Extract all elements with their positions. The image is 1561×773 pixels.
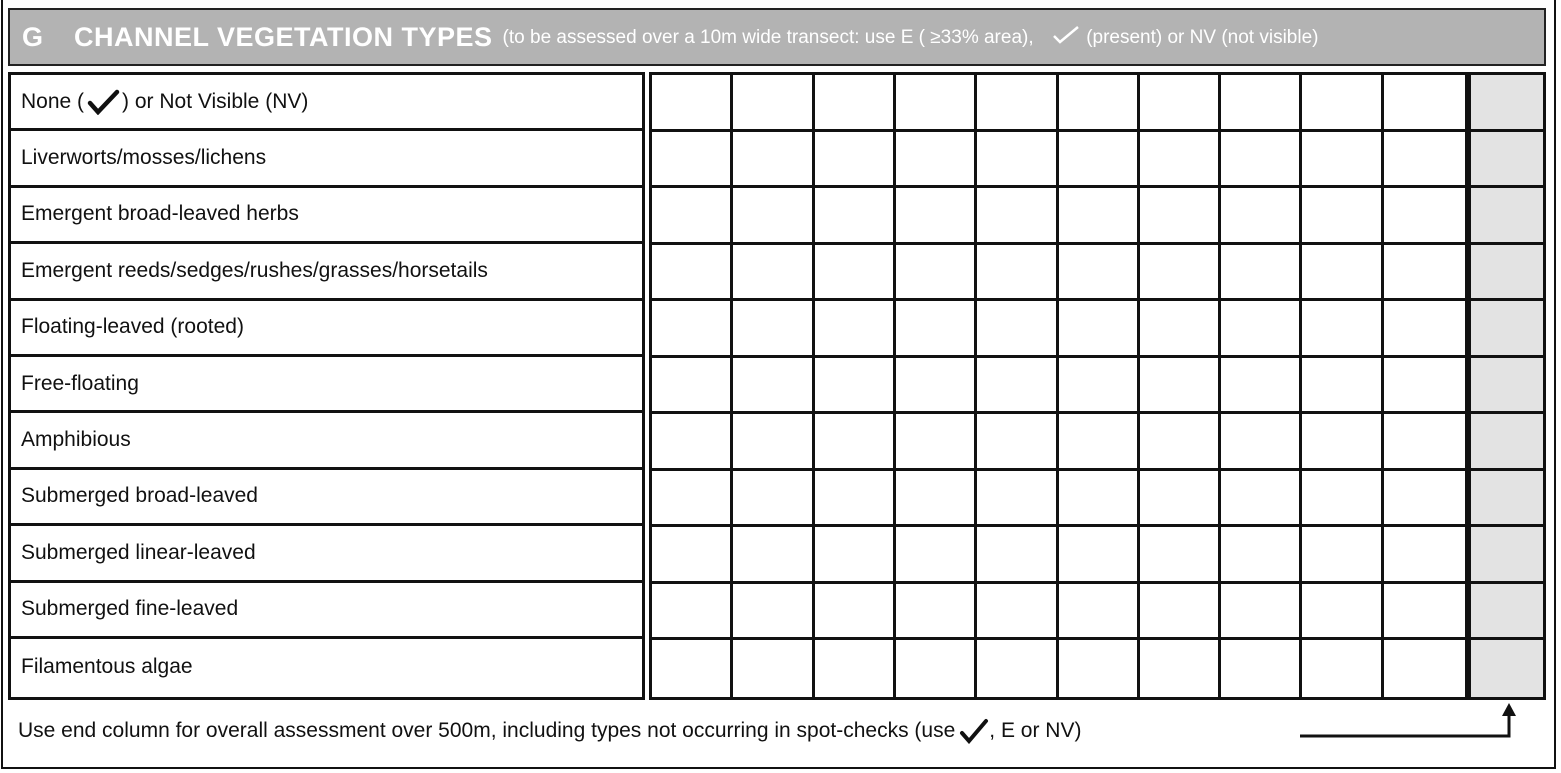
spot-check-cell[interactable] [1140, 188, 1221, 245]
spot-check-cell[interactable] [1059, 245, 1140, 302]
spot-check-cell[interactable] [1384, 527, 1465, 584]
spot-check-cell[interactable] [815, 527, 896, 584]
spot-check-cell[interactable] [815, 245, 896, 302]
spot-check-cell[interactable] [1059, 132, 1140, 189]
spot-check-cell[interactable] [652, 75, 733, 132]
spot-check-cell[interactable] [1384, 358, 1465, 415]
vegetation-type-row [11, 244, 642, 300]
spot-check-cell[interactable] [733, 245, 814, 302]
spot-check-cell[interactable] [896, 640, 977, 697]
spot-check-cell[interactable] [1221, 414, 1302, 471]
vegetation-type-row [11, 357, 642, 413]
spot-check-cell[interactable] [1302, 75, 1383, 132]
subtitle-pre: (to be assessed over a 10m wide transect: use E ( ≥33% area), [502, 27, 1034, 48]
spot-check-cell[interactable] [1140, 245, 1221, 302]
vegetation-type-label: Submerged fine-leaved [21, 597, 239, 621]
spot-check-cell[interactable] [1302, 358, 1383, 415]
spot-check-cell[interactable] [733, 301, 814, 358]
spot-check-cell[interactable] [896, 188, 977, 245]
vegetation-type-label: Floating-leaved (rooted) [21, 315, 244, 339]
section-letter: G [22, 21, 44, 52]
spot-check-cell[interactable] [1059, 527, 1140, 584]
spot-check-cell[interactable] [1302, 584, 1383, 641]
section-header [8, 8, 1546, 66]
subtitle-post: (present) or NV (not visible) [1086, 27, 1319, 48]
spot-check-cell[interactable] [1384, 188, 1465, 245]
spot-check-cell[interactable] [815, 471, 896, 528]
spot-check-cell[interactable] [896, 414, 977, 471]
vegetation-type-label: Emergent broad-leaved herbs [21, 202, 299, 226]
overall-assessment-cell[interactable] [1465, 584, 1543, 641]
spot-check-cell[interactable] [1384, 245, 1465, 302]
spot-check-cell[interactable] [1059, 584, 1140, 641]
spot-check-cell[interactable] [896, 75, 977, 132]
overall-assessment-cell[interactable] [1465, 471, 1543, 528]
spot-check-cell[interactable] [1140, 414, 1221, 471]
spot-check-cell[interactable] [977, 358, 1058, 415]
spot-check-cell[interactable] [1302, 414, 1383, 471]
spot-check-cell[interactable] [1140, 527, 1221, 584]
section-title: CHANNEL VEGETATION TYPES [74, 21, 493, 52]
vegetation-type-label: Amphibious [21, 428, 131, 452]
spot-check-cell[interactable] [977, 75, 1058, 132]
spot-check-cell[interactable] [652, 640, 733, 697]
spot-check-cell[interactable] [652, 471, 733, 528]
spot-check-cell[interactable] [815, 132, 896, 189]
vegetation-type-label: None ( [21, 89, 85, 113]
spot-check-cell[interactable] [977, 301, 1058, 358]
vegetation-type-row [11, 639, 642, 695]
spot-check-cell[interactable] [1384, 584, 1465, 641]
spot-check-cell[interactable] [652, 132, 733, 189]
vegetation-type-labels [8, 72, 645, 700]
spot-check-cell[interactable] [1059, 358, 1140, 415]
spot-check-cell[interactable] [1302, 245, 1383, 302]
spot-check-cell[interactable] [1384, 640, 1465, 697]
vegetation-type-label: Submerged linear-leaved [21, 540, 256, 564]
spot-check-cell[interactable] [1221, 75, 1302, 132]
spot-check-cell[interactable] [1221, 358, 1302, 415]
spot-check-cell[interactable] [1059, 414, 1140, 471]
spot-check-cell[interactable] [1140, 358, 1221, 415]
spot-check-cell[interactable] [733, 358, 814, 415]
spot-check-cell[interactable] [1140, 640, 1221, 697]
spot-check-cell[interactable] [977, 471, 1058, 528]
overall-assessment-cell[interactable] [1465, 640, 1543, 697]
spot-check-cell[interactable] [1059, 640, 1140, 697]
spot-check-cell[interactable] [896, 584, 977, 641]
spot-check-cell[interactable] [1221, 301, 1302, 358]
spot-check-cell[interactable] [652, 358, 733, 415]
spot-check-cell[interactable] [733, 584, 814, 641]
spot-check-cell[interactable] [815, 414, 896, 471]
spot-check-cell[interactable] [896, 301, 977, 358]
vegetation-type-label: Submerged broad-leaved [21, 484, 258, 508]
spot-check-cell[interactable] [1059, 471, 1140, 528]
vegetation-type-row [11, 470, 642, 526]
spot-check-cell[interactable] [1221, 527, 1302, 584]
spot-check-cell[interactable] [1140, 301, 1221, 358]
spot-check-cell[interactable] [1302, 640, 1383, 697]
spot-check-cell[interactable] [977, 640, 1058, 697]
vegetation-type-row [11, 583, 642, 639]
vegetation-type-label: Emergent reeds/sedges/rushes/grasses/horsetails [21, 258, 488, 282]
vegetation-type-label: Liverworts/mosses/lichens [21, 146, 267, 170]
vegetation-type-row [11, 301, 642, 357]
spot-check-cell[interactable] [977, 527, 1058, 584]
spot-check-cell[interactable] [815, 584, 896, 641]
overall-assessment-cell[interactable] [1465, 132, 1543, 189]
spot-check-cell[interactable] [733, 640, 814, 697]
spot-check-cell[interactable] [652, 527, 733, 584]
spot-check-cell[interactable] [896, 358, 977, 415]
footer-note [18, 718, 1081, 744]
overall-assessment-cell[interactable] [1465, 414, 1543, 471]
spot-check-cell[interactable] [1302, 301, 1383, 358]
spot-check-cell[interactable] [1302, 471, 1383, 528]
spot-check-cell[interactable] [896, 471, 977, 528]
spot-check-cell[interactable] [896, 527, 977, 584]
spot-check-cell[interactable] [1221, 132, 1302, 189]
spot-check-cell[interactable] [815, 75, 896, 132]
overall-assessment-cell[interactable] [1465, 358, 1543, 415]
spot-check-cell[interactable] [733, 414, 814, 471]
section-subtitle [503, 25, 1319, 49]
spot-check-cell[interactable] [1302, 132, 1383, 189]
spot-check-cell[interactable] [1384, 75, 1465, 132]
spot-check-cell[interactable] [1221, 245, 1302, 302]
footer-text-post: , E or NV) [989, 719, 1082, 742]
spot-check-cell[interactable] [1140, 584, 1221, 641]
vegetation-type-label-suffix: ) or Not Visible (NV) [122, 89, 309, 113]
checkmark-icon [959, 718, 989, 744]
overall-assessment-cell[interactable] [1465, 527, 1543, 584]
spot-check-cell[interactable] [733, 188, 814, 245]
spot-check-cell[interactable] [1221, 188, 1302, 245]
spot-check-cell[interactable] [896, 245, 977, 302]
spot-check-cell[interactable] [652, 584, 733, 641]
footer-text-pre: Use end column for overall assessment over 500m, including types not occurring in spot-checks (use [18, 719, 956, 742]
spot-check-cell[interactable] [1059, 75, 1140, 132]
spot-check-cell[interactable] [977, 584, 1058, 641]
spot-check-cell[interactable] [977, 414, 1058, 471]
vegetation-type-row [11, 131, 642, 187]
spot-check-cell[interactable] [815, 188, 896, 245]
spot-check-cell[interactable] [652, 245, 733, 302]
spot-check-cell[interactable] [1140, 75, 1221, 132]
spot-check-cell[interactable] [815, 640, 896, 697]
spot-check-cell[interactable] [1384, 301, 1465, 358]
spot-check-cell[interactable] [733, 75, 814, 132]
vegetation-type-row [11, 75, 642, 131]
spot-check-cell[interactable] [1221, 584, 1302, 641]
arrow-up-icon [1290, 700, 1530, 750]
spot-check-cell[interactable] [1059, 188, 1140, 245]
spot-check-cell[interactable] [733, 527, 814, 584]
checkmark-icon [1051, 25, 1081, 45]
overall-assessment-cell[interactable] [1465, 75, 1543, 132]
spot-check-cell[interactable] [652, 414, 733, 471]
vegetation-type-label: Filamentous algae [21, 655, 193, 679]
spot-check-cell[interactable] [1221, 640, 1302, 697]
overall-assessment-cell[interactable] [1465, 301, 1543, 358]
vegetation-type-row [11, 413, 642, 469]
spot-check-cell[interactable] [733, 132, 814, 189]
spot-check-cell[interactable] [733, 471, 814, 528]
spot-check-cell[interactable] [1384, 414, 1465, 471]
spot-check-cell[interactable] [1302, 188, 1383, 245]
vegetation-type-row [11, 526, 642, 582]
overall-assessment-cell[interactable] [1465, 245, 1543, 302]
spot-check-cell[interactable] [1302, 527, 1383, 584]
spot-check-cell[interactable] [1059, 301, 1140, 358]
spot-check-cell[interactable] [815, 358, 896, 415]
spot-check-cell[interactable] [1140, 471, 1221, 528]
vegetation-type-row [11, 188, 642, 244]
spot-check-cell[interactable] [977, 132, 1058, 189]
spot-check-cell[interactable] [896, 132, 977, 189]
vegetation-type-label: Free-floating [21, 371, 139, 395]
spot-check-cell[interactable] [652, 301, 733, 358]
spot-check-grid [649, 72, 1546, 700]
spot-check-cell[interactable] [815, 301, 896, 358]
spot-check-cell[interactable] [977, 188, 1058, 245]
spot-check-cell[interactable] [1384, 471, 1465, 528]
spot-check-cell[interactable] [1221, 471, 1302, 528]
spot-check-cell[interactable] [977, 245, 1058, 302]
checkmark-icon [86, 89, 120, 115]
spot-check-cell[interactable] [1140, 132, 1221, 189]
spot-check-cell[interactable] [652, 188, 733, 245]
spot-check-cell[interactable] [1384, 132, 1465, 189]
overall-assessment-cell[interactable] [1465, 188, 1543, 245]
